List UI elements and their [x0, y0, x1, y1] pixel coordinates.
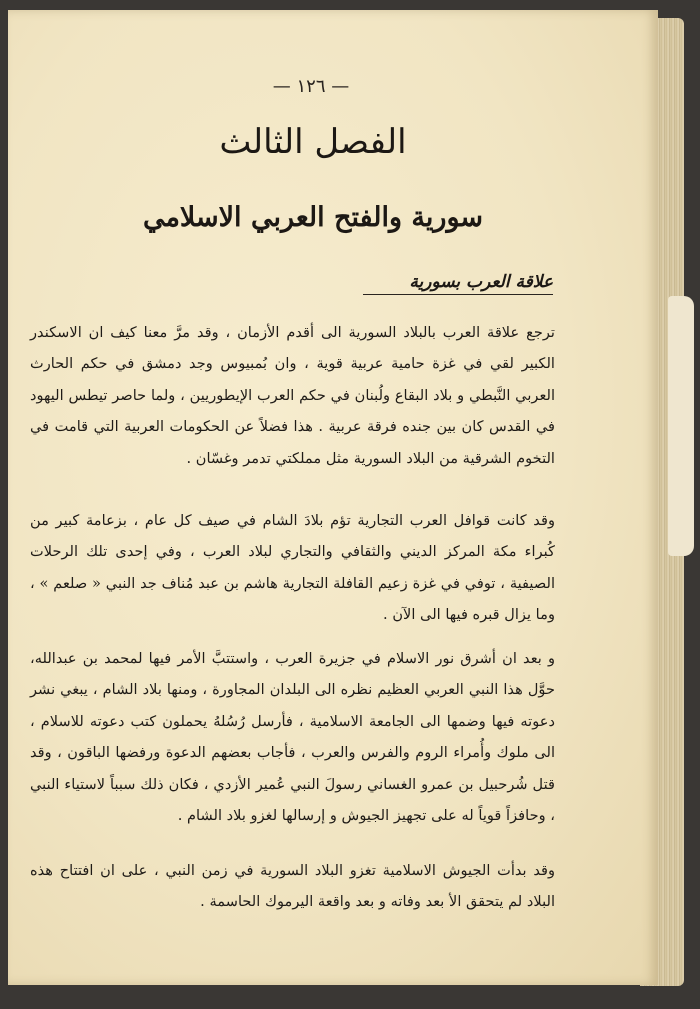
paragraph-2: وقد كانت قوافل العرب التجارية تؤم بلادَ الشام في صيف كل عام ، بزعامة كبير من كُبراء مكة المركز الديني والثقافي والتجاري لبلاد العرب ، وفي إحدى تلك الرحلات الصيفية ، توفي في غزة زعيم القافلة التجارية هاشم بن عبد مُناف جد النبي « صلعم » ، وما يزال قبره فيها الى الآن .	[30, 511, 555, 624]
chapter-subtitle: سورية والفتح العربي الاسلامي	[142, 202, 484, 233]
book-page	[8, 10, 658, 985]
page-number: — ١٢٦ —	[272, 76, 350, 97]
paragraph-1: ترجع علاقة العرب بالبلاد السورية الى أقدم الأزمان ، وقد مرَّ معنا كيف ان الاسكندر الكبير لقي في غزة حامية عربية قوية ، وان بُمبيوس وجد دمشق في حكم الحارث العربي النَّبطي و بلاد البقاع ولُبنان في حكم العرب الإيطوريين ، ولما حاصر تيطس اليهود في القدس كان بين جنده فرقة عربية . هذا فضلاً عن الحكومات العربية التي قامت في التخوم الشرقية من البلاد السورية مثل مملكتي تدمر وغسّان .	[30, 323, 555, 467]
section-heading: علاقة العرب بسورية	[363, 272, 553, 295]
paragraph-4: وقد بدأت الجيوش الاسلامية تغزو البلاد السورية في زمن النبي ، على ان افتتاح هذه البلاد لم يتحقق الأ بعد وفاته و بعد واقعة اليرموك الحاسمة .	[30, 861, 555, 911]
chapter-title: الفصل الثالث	[219, 122, 407, 162]
torn-page-edge	[668, 296, 694, 556]
paragraph-3: و بعد ان أشرق نور الاسلام في جزيرة العرب ، واستتبَّ الأمر فيها لمحمد بن عبدالله، حوَّل هذا النبي العربي العظيم نظره الى البلدان المجاورة ، ومنها بلاد الشام ، يبغي نشر دعوته فيها وضمها الى الجامعة الاسلامية ، فأرسل رُسُلهُ يحملون كتب دعوته للاسلام ، الى ملوك وأُمراء الروم والفرس والعرب ، فأجاب بعضهم الدعوة ورفضها الباقون ، وقد قتل شُرحبيل بن عمرو الغساني رسولَ النبي عُمير الأزدي ، فكان ذلك سبباً لاستياء النبي ، وحافزاً قوياً له على تجهيز الجيوش و إرسالها لغزو بلاد الشام .	[30, 649, 555, 825]
